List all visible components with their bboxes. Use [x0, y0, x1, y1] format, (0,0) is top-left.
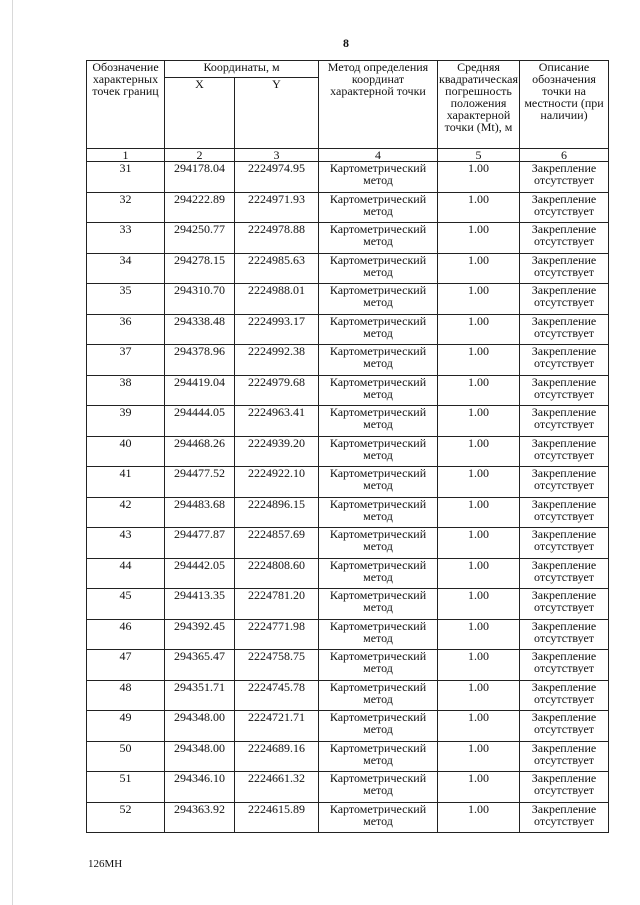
y-coordinate-cell: 2224963.41 — [235, 406, 319, 437]
x-coordinate-cell: 294338.48 — [165, 314, 235, 345]
method-cell: Картометрический метод — [319, 375, 438, 406]
y-coordinate-cell: 2224978.88 — [235, 223, 319, 254]
error-cell: 1.00 — [438, 680, 520, 711]
x-coordinate-cell: 294477.52 — [165, 467, 235, 498]
description-cell: Закрепление отсутствует — [520, 314, 609, 345]
x-coordinate-cell: 294444.05 — [165, 406, 235, 437]
y-coordinate-cell: 2224971.93 — [235, 192, 319, 223]
header-y: Y — [235, 78, 319, 149]
column-number: 4 — [319, 149, 438, 162]
method-cell: Картометрический метод — [319, 528, 438, 559]
table-row — [87, 589, 609, 620]
column-numbers-row — [87, 149, 609, 162]
description-cell: Закрепление отсутствует — [520, 467, 609, 498]
header-designation: Обозначение характерных точек границ — [87, 61, 165, 149]
description-cell: Закрепление отсутствует — [520, 192, 609, 223]
description-cell: Закрепление отсутствует — [520, 253, 609, 284]
point-id-cell: 37 — [87, 345, 165, 376]
table-row — [87, 223, 609, 254]
error-cell: 1.00 — [438, 192, 520, 223]
point-id-cell: 44 — [87, 558, 165, 589]
method-cell: Картометрический метод — [319, 162, 438, 193]
method-cell: Картометрический метод — [319, 223, 438, 254]
y-coordinate-cell: 2224689.16 — [235, 741, 319, 772]
error-cell: 1.00 — [438, 741, 520, 772]
error-cell: 1.00 — [438, 528, 520, 559]
x-coordinate-cell: 294346.10 — [165, 772, 235, 803]
table-row — [87, 772, 609, 803]
column-number: 3 — [235, 149, 319, 162]
method-cell: Картометрический метод — [319, 650, 438, 681]
page-number: 8 — [343, 36, 349, 50]
method-cell: Картометрический метод — [319, 680, 438, 711]
error-cell: 1.00 — [438, 802, 520, 833]
table-row — [87, 192, 609, 223]
point-id-cell: 42 — [87, 497, 165, 528]
method-cell: Картометрический метод — [319, 711, 438, 742]
y-coordinate-cell: 2224974.95 — [235, 162, 319, 193]
x-coordinate-cell: 294222.89 — [165, 192, 235, 223]
description-cell: Закрепление отсутствует — [520, 284, 609, 315]
table-row — [87, 680, 609, 711]
method-cell: Картометрический метод — [319, 253, 438, 284]
description-cell: Закрепление отсутствует — [520, 711, 609, 742]
method-cell: Картометрический метод — [319, 741, 438, 772]
y-coordinate-cell: 2224721.71 — [235, 711, 319, 742]
point-id-cell: 46 — [87, 619, 165, 650]
error-cell: 1.00 — [438, 589, 520, 620]
method-cell: Картометрический метод — [319, 772, 438, 803]
column-number: 6 — [520, 149, 609, 162]
description-cell: Закрепление отсутствует — [520, 589, 609, 620]
point-id-cell: 40 — [87, 436, 165, 467]
table-row — [87, 711, 609, 742]
y-coordinate-cell: 2224758.75 — [235, 650, 319, 681]
method-cell: Картометрический метод — [319, 802, 438, 833]
header-coordinates: Координаты, м — [165, 61, 319, 78]
table-row — [87, 375, 609, 406]
x-coordinate-cell: 294378.96 — [165, 345, 235, 376]
point-id-cell: 31 — [87, 162, 165, 193]
column-number: 2 — [165, 149, 235, 162]
x-coordinate-cell: 294178.04 — [165, 162, 235, 193]
description-cell: Закрепление отсутствует — [520, 162, 609, 193]
header-error: Средняя квадратическая погрешность положения характерной точки (Mt), м — [438, 61, 520, 149]
table-row — [87, 650, 609, 681]
coordinates-table — [86, 60, 609, 833]
header-x: X — [165, 78, 235, 149]
point-id-cell: 43 — [87, 528, 165, 559]
column-number: 1 — [87, 149, 165, 162]
y-coordinate-cell: 2224979.68 — [235, 375, 319, 406]
table-row — [87, 284, 609, 315]
description-cell: Закрепление отсутствует — [520, 741, 609, 772]
table-row — [87, 619, 609, 650]
error-cell: 1.00 — [438, 375, 520, 406]
error-cell: 1.00 — [438, 711, 520, 742]
table-row — [87, 253, 609, 284]
header-description: Описание обозначения точки на местности (при наличии) — [520, 61, 609, 149]
description-cell: Закрепление отсутствует — [520, 772, 609, 803]
x-coordinate-cell: 294483.68 — [165, 497, 235, 528]
method-cell: Картометрический метод — [319, 284, 438, 315]
error-cell: 1.00 — [438, 345, 520, 376]
error-cell: 1.00 — [438, 772, 520, 803]
error-cell: 1.00 — [438, 619, 520, 650]
table-body — [87, 162, 609, 833]
point-id-cell: 52 — [87, 802, 165, 833]
y-coordinate-cell: 2224896.15 — [235, 497, 319, 528]
y-coordinate-cell: 2224808.60 — [235, 558, 319, 589]
y-coordinate-cell: 2224615.89 — [235, 802, 319, 833]
margin-line — [12, 0, 13, 905]
point-id-cell: 51 — [87, 772, 165, 803]
table-row — [87, 528, 609, 559]
header-method: Метод определения координат характерной точки — [319, 61, 438, 149]
point-id-cell: 49 — [87, 711, 165, 742]
table-row — [87, 406, 609, 437]
table-row — [87, 345, 609, 376]
description-cell: Закрепление отсутствует — [520, 497, 609, 528]
error-cell: 1.00 — [438, 253, 520, 284]
description-cell: Закрепление отсутствует — [520, 436, 609, 467]
x-coordinate-cell: 294442.05 — [165, 558, 235, 589]
column-number: 5 — [438, 149, 520, 162]
method-cell: Картометрический метод — [319, 436, 438, 467]
table-row — [87, 314, 609, 345]
x-coordinate-cell: 294348.00 — [165, 711, 235, 742]
error-cell: 1.00 — [438, 223, 520, 254]
x-coordinate-cell: 294363.92 — [165, 802, 235, 833]
error-cell: 1.00 — [438, 406, 520, 437]
description-cell: Закрепление отсутствует — [520, 375, 609, 406]
description-cell: Закрепление отсутствует — [520, 802, 609, 833]
method-cell: Картометрический метод — [319, 589, 438, 620]
y-coordinate-cell: 2224745.78 — [235, 680, 319, 711]
table-row — [87, 436, 609, 467]
x-coordinate-cell: 294392.45 — [165, 619, 235, 650]
point-id-cell: 45 — [87, 589, 165, 620]
method-cell: Картометрический метод — [319, 345, 438, 376]
y-coordinate-cell: 2224661.32 — [235, 772, 319, 803]
point-id-cell: 41 — [87, 467, 165, 498]
y-coordinate-cell: 2224993.17 — [235, 314, 319, 345]
point-id-cell: 34 — [87, 253, 165, 284]
point-id-cell: 32 — [87, 192, 165, 223]
point-id-cell: 47 — [87, 650, 165, 681]
method-cell: Картометрический метод — [319, 497, 438, 528]
description-cell: Закрепление отсутствует — [520, 528, 609, 559]
description-cell: Закрепление отсутствует — [520, 650, 609, 681]
table-row — [87, 467, 609, 498]
error-cell: 1.00 — [438, 162, 520, 193]
method-cell: Картометрический метод — [319, 619, 438, 650]
y-coordinate-cell: 2224939.20 — [235, 436, 319, 467]
description-cell: Закрепление отсутствует — [520, 223, 609, 254]
error-cell: 1.00 — [438, 467, 520, 498]
x-coordinate-cell: 294413.35 — [165, 589, 235, 620]
x-coordinate-cell: 294310.70 — [165, 284, 235, 315]
table-row — [87, 741, 609, 772]
y-coordinate-cell: 2224922.10 — [235, 467, 319, 498]
error-cell: 1.00 — [438, 558, 520, 589]
x-coordinate-cell: 294365.47 — [165, 650, 235, 681]
error-cell: 1.00 — [438, 436, 520, 467]
point-id-cell: 36 — [87, 314, 165, 345]
table-row — [87, 802, 609, 833]
table-row — [87, 558, 609, 589]
x-coordinate-cell: 294351.71 — [165, 680, 235, 711]
point-id-cell: 35 — [87, 284, 165, 315]
point-id-cell: 33 — [87, 223, 165, 254]
x-coordinate-cell: 294419.04 — [165, 375, 235, 406]
description-cell: Закрепление отсутствует — [520, 680, 609, 711]
point-id-cell: 48 — [87, 680, 165, 711]
x-coordinate-cell: 294477.87 — [165, 528, 235, 559]
table-row — [87, 162, 609, 193]
x-coordinate-cell: 294278.15 — [165, 253, 235, 284]
table-row — [87, 497, 609, 528]
point-id-cell: 38 — [87, 375, 165, 406]
method-cell: Картометрический метод — [319, 314, 438, 345]
error-cell: 1.00 — [438, 284, 520, 315]
document-code: 126МН — [88, 858, 123, 870]
x-coordinate-cell: 294468.26 — [165, 436, 235, 467]
description-cell: Закрепление отсутствует — [520, 619, 609, 650]
x-coordinate-cell: 294250.77 — [165, 223, 235, 254]
method-cell: Картометрический метод — [319, 558, 438, 589]
method-cell: Картометрический метод — [319, 406, 438, 437]
y-coordinate-cell: 2224992.38 — [235, 345, 319, 376]
point-id-cell: 50 — [87, 741, 165, 772]
description-cell: Закрепление отсутствует — [520, 345, 609, 376]
y-coordinate-cell: 2224781.20 — [235, 589, 319, 620]
method-cell: Картометрический метод — [319, 192, 438, 223]
error-cell: 1.00 — [438, 497, 520, 528]
method-cell: Картометрический метод — [319, 467, 438, 498]
description-cell: Закрепление отсутствует — [520, 406, 609, 437]
y-coordinate-cell: 2224857.69 — [235, 528, 319, 559]
y-coordinate-cell: 2224771.98 — [235, 619, 319, 650]
description-cell: Закрепление отсутствует — [520, 558, 609, 589]
point-id-cell: 39 — [87, 406, 165, 437]
error-cell: 1.00 — [438, 314, 520, 345]
x-coordinate-cell: 294348.00 — [165, 741, 235, 772]
error-cell: 1.00 — [438, 650, 520, 681]
y-coordinate-cell: 2224985.63 — [235, 253, 319, 284]
y-coordinate-cell: 2224988.01 — [235, 284, 319, 315]
